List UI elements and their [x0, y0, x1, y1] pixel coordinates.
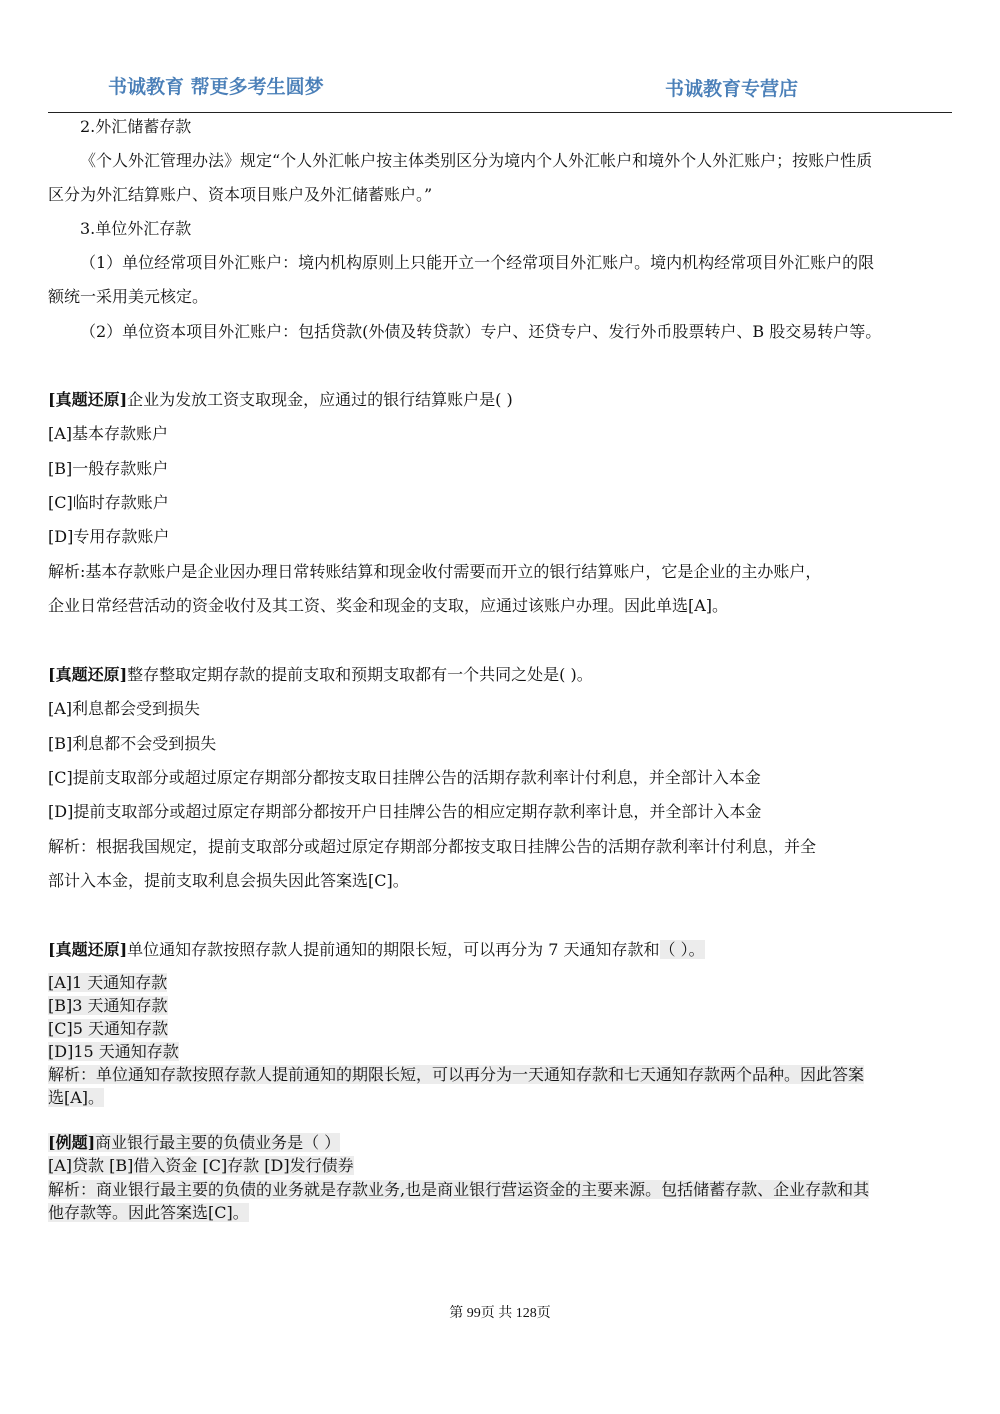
question-3 — [48, 940, 954, 960]
paragraph: （1）单位经常项目外汇账户：境内机构原则上只能开立一个经常项目外汇账户。境内机构经常项目外汇账户的限 — [80, 253, 875, 272]
analysis: 企业日常经营活动的资金收付及其工资、奖金和现金的支取，应通过该账户办理。因此单选[A]。 — [48, 596, 729, 615]
question-tag: [真题还原] — [48, 390, 128, 409]
analysis: 部计入本金，提前支取利息会损失因此答案选[C]。 — [48, 871, 409, 890]
option: [B]3 天通知存款 — [48, 996, 168, 1015]
analysis: 选[A]。 — [48, 1088, 105, 1107]
paragraph: （2）单位资本项目外汇账户：包括贷款(外债及转贷款）专户、还贷专户、发行外币股票转户、B 股交易转户等。 — [80, 322, 882, 341]
analysis: 解析：单位通知存款按照存款人提前通知的期限长短，可以再分为一天通知存款和七天通知存款两个品种。因此答案 — [48, 1065, 865, 1084]
section-title-fx-savings: 2.外汇储蓄存款 — [80, 117, 192, 136]
paragraph: 额统一采用美元核定。 — [48, 287, 209, 306]
section-title-unit-fx-deposit: 3.单位外汇存款 — [80, 219, 192, 238]
analysis: 他存款等。因此答案选[C]。 — [48, 1203, 249, 1222]
header-store-name: 书诚教育专营店 — [665, 78, 799, 100]
question-1 — [48, 390, 954, 410]
option: [D]15 天通知存款 — [48, 1042, 179, 1061]
question-stem: 商业银行最主要的负债业务是（ ） — [95, 1133, 341, 1152]
page-number: 第 99页 共 128页 — [449, 1306, 551, 1321]
question-4 — [48, 1133, 954, 1153]
question-stem: 企业为发放工资支取现金，应通过的银行结算账户是( ) — [127, 390, 513, 409]
options-inline: [A]贷款 [B]借入资金 [C]存款 [D]发行债券 — [48, 1156, 354, 1175]
option: [B]一般存款账户 — [48, 459, 169, 478]
question-2 — [48, 665, 954, 685]
question-tag: [真题还原] — [48, 665, 128, 684]
option: [A]1 天通知存款 — [48, 973, 168, 992]
analysis: 解析:基本存款账户是企业因办理日常转账结算和现金收付需要而开立的银行结算账户，它是企业的主办账户， — [48, 562, 822, 581]
option: [B]利息都不会受到损失 — [48, 734, 217, 753]
question-tag: [例题] — [48, 1133, 96, 1152]
option: [C]临时存款账户 — [48, 493, 169, 512]
option: [A]基本存款账户 — [48, 424, 169, 443]
paragraph: 《个人外汇管理办法》规定“个人外汇帐户按主体类别区分为境内个人外汇帐户和境外个人外汇账户；按账户性质 — [80, 151, 873, 170]
option: [A]利息都会受到损失 — [48, 699, 201, 718]
option: [C]5 天通知存款 — [48, 1019, 168, 1038]
option: [D]提前支取部分或超过原定存期部分都按开户日挂牌公告的相应定期存款利率计息，并全部计入本金 — [48, 802, 762, 821]
header-slogan: 书诚教育 帮更多考生圆梦 — [108, 76, 324, 98]
option: [D]专用存款账户 — [48, 527, 170, 546]
question-stem: 整存整取定期存款的提前支取和预期支取都有一个共同之处是( )。 — [127, 665, 593, 684]
question-stem: 单位通知存款按照存款人提前通知的期限长短，可以再分为 7 天通知存款和 — [127, 940, 660, 959]
answer-blank: （ ）。 — [659, 940, 705, 959]
option: [C]提前支取部分或超过原定存期部分都按支取日挂牌公告的活期存款利率计付利息，并全部计入本金 — [48, 768, 761, 787]
paragraph: 区分为外汇结算账户、资本项目账户及外汇储蓄账户。” — [48, 185, 433, 204]
question-tag: [真题还原] — [48, 940, 128, 959]
analysis: 解析：商业银行最主要的负债的业务就是存款业务,也是商业银行营运资金的主要来源。包括储蓄存款、企业存款和其 — [48, 1180, 870, 1199]
page-header — [48, 72, 952, 113]
analysis: 解析：根据我国规定，提前支取部分或超过原定存期部分都按支取日挂牌公告的活期存款利率计付利息，并全 — [48, 837, 817, 856]
